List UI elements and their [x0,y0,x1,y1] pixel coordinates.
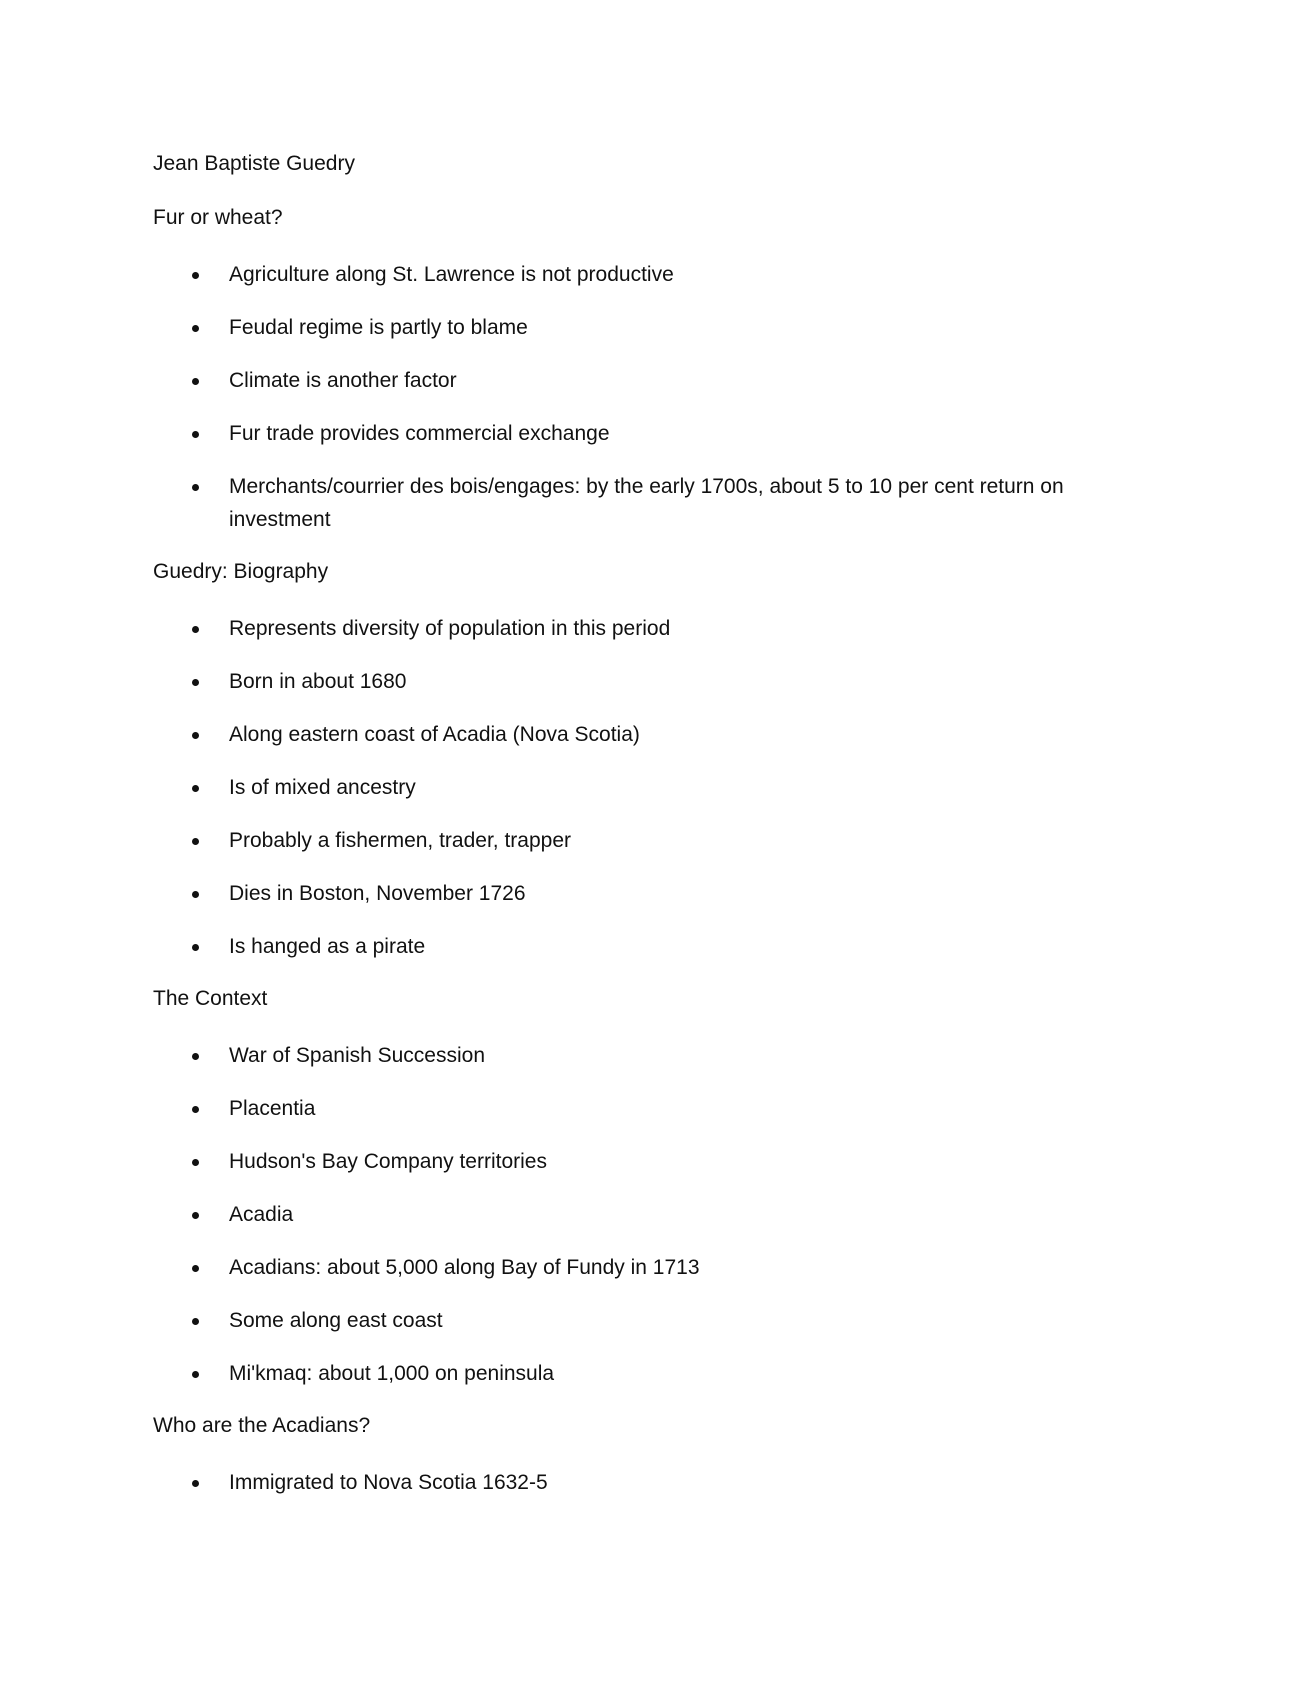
list-item-text: Is of mixed ancestry [229,776,416,799]
list-item [153,258,1113,291]
list-item [153,718,1113,751]
list-item-text: Acadians: about 5,000 along Bay of Fundy in 1713 [229,1256,700,1279]
list-item [153,1357,1113,1390]
list-item-text: Climate is another factor [229,369,457,392]
section-heading-biography: Guedry: Biography [153,560,329,583]
section-heading-fur-or-wheat: Fur or wheat? [153,206,283,229]
bullet-icon [192,1053,199,1060]
list-item-text: Dies in Boston, November 1726 [229,882,526,905]
bullet-icon [192,325,199,332]
list-item-text: Merchants/courrier des bois/engages: by the early 1700s, about 5 to 10 per cent return on investment [229,475,1064,531]
list-item-text: Probably a fishermen, trader, trapper [229,829,572,852]
list-item [153,612,1113,645]
bullet-icon [192,838,199,845]
bullet-icon [192,891,199,898]
bullet-list-fur-or-wheat [153,258,1113,536]
list-item-text: Mi'kmaq: about 1,000 on peninsula [229,1362,555,1385]
list-item [153,417,1113,450]
list-item [153,771,1113,804]
list-item [153,1198,1113,1231]
bullet-list-biography [153,612,1113,963]
document-body [153,150,1113,1521]
section-heading-context: The Context [153,987,268,1010]
bullet-icon [192,272,199,279]
bullet-icon [192,1212,199,1219]
list-item [153,1466,1113,1499]
list-item [153,1039,1113,1072]
list-item-text: Some along east coast [229,1309,443,1332]
list-item-text: Along eastern coast of Acadia (Nova Scotia) [229,723,640,746]
list-item-text: Born in about 1680 [229,670,407,693]
bullet-list-acadians [153,1466,1113,1499]
list-item [153,1304,1113,1337]
list-item-text: Acadia [229,1203,294,1226]
list-item-text: Placentia [229,1097,316,1120]
list-item [153,1145,1113,1178]
list-item [153,1251,1113,1284]
bullet-icon [192,626,199,633]
bullet-icon [192,1265,199,1272]
list-item-text: Represents diversity of population in this period [229,617,671,640]
bullet-icon [192,1106,199,1113]
list-item [153,1092,1113,1125]
list-item-text: Feudal regime is partly to blame [229,316,528,339]
list-item [153,311,1113,344]
bullet-icon [192,679,199,686]
list-item-text: Fur trade provides commercial exchange [229,422,610,445]
bullet-icon [192,1159,199,1166]
list-item [153,877,1113,910]
section-heading-acadians: Who are the Acadians? [153,1414,371,1437]
bullet-icon [192,431,199,438]
bullet-icon [192,378,199,385]
bullet-icon [192,1318,199,1325]
bullet-icon [192,732,199,739]
bullet-icon [192,944,199,951]
bullet-icon [192,1371,199,1378]
list-item [153,364,1113,397]
document-title: Jean Baptiste Guedry [153,152,355,175]
bullet-icon [192,484,199,491]
list-item [153,824,1113,857]
list-item-text: War of Spanish Succession [229,1044,486,1067]
list-item-text: Agriculture along St. Lawrence is not productive [229,263,674,286]
bullet-list-context [153,1039,1113,1390]
bullet-icon [192,1480,199,1487]
list-item [153,665,1113,698]
list-item [153,470,1113,536]
list-item-text: Is hanged as a pirate [229,935,426,958]
list-item-text: Immigrated to Nova Scotia 1632-5 [229,1471,548,1494]
bullet-icon [192,785,199,792]
list-item [153,930,1113,963]
list-item-text: Hudson's Bay Company territories [229,1150,547,1173]
